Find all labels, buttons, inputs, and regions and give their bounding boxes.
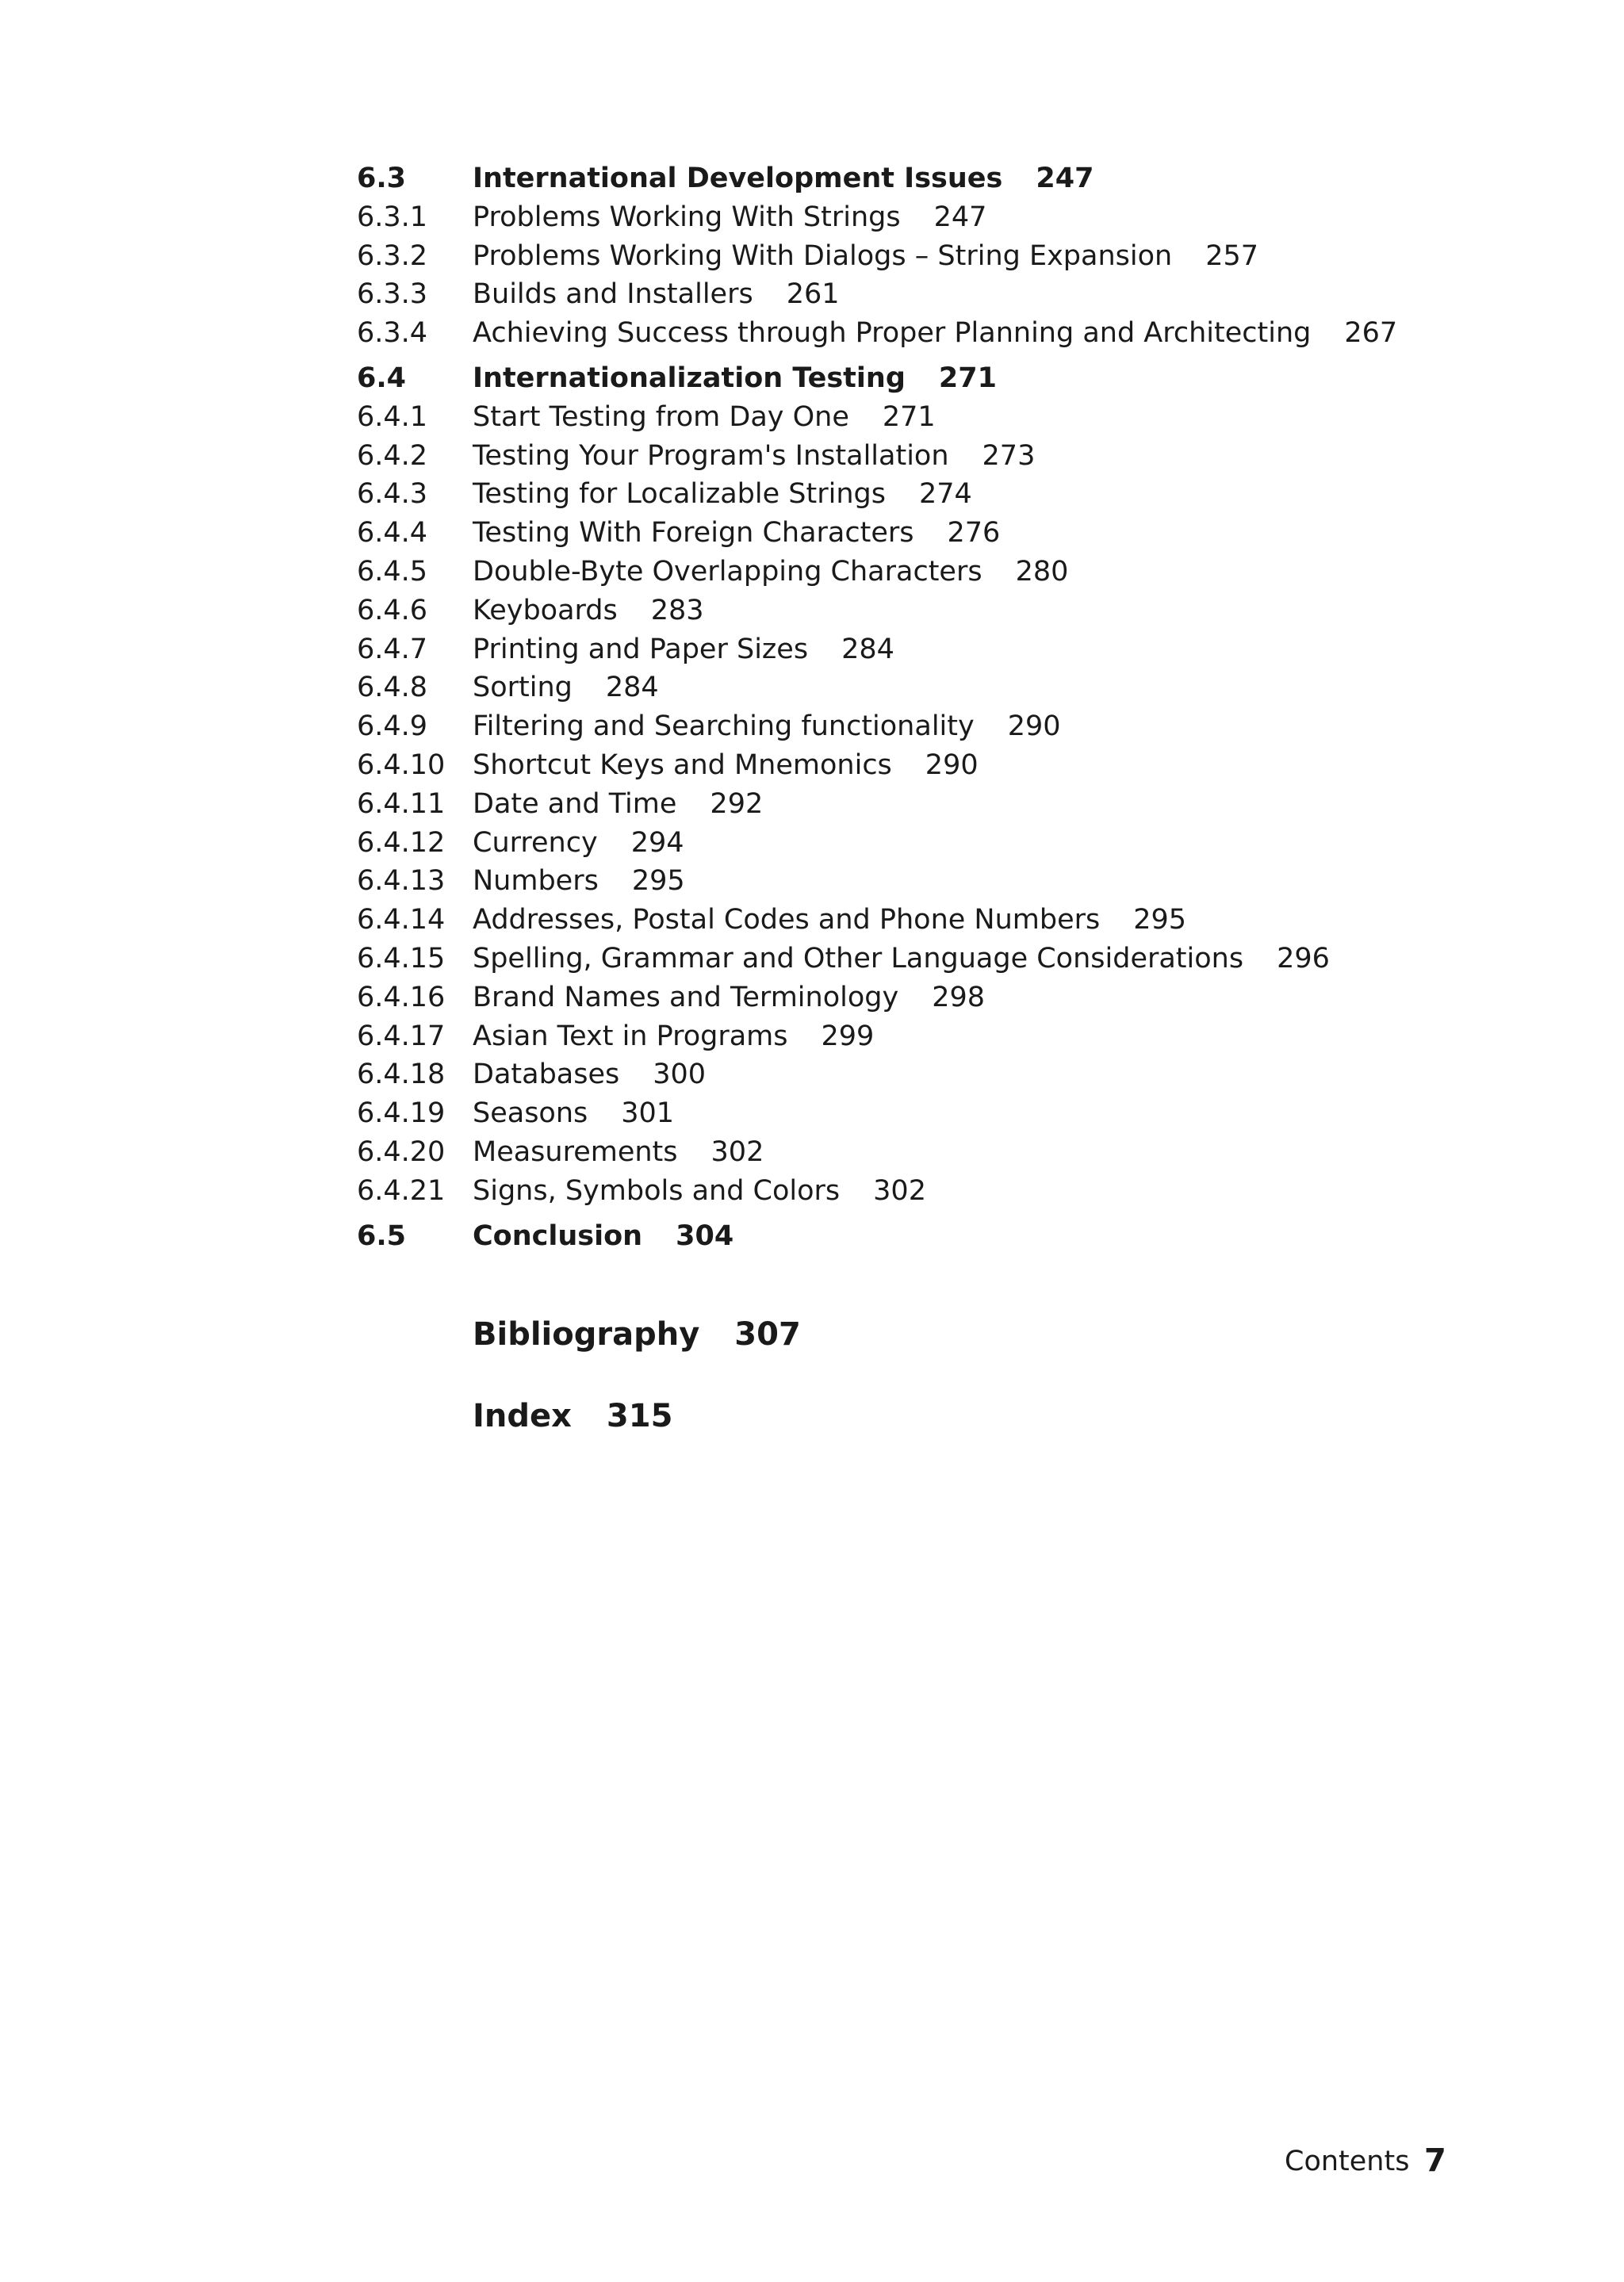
toc-entry-title: Problems Working With Strings (473, 201, 901, 233)
toc-entry-title: Testing Your Program's Installation (473, 439, 949, 472)
toc-entry-page: 302 (710, 1135, 764, 1168)
toc-entry-title: Double-Byte Overlapping Characters (473, 555, 982, 588)
toc-subsection-entry (357, 478, 1467, 517)
toc-entry-number: 6.4.17 (357, 1020, 446, 1052)
backmatter-title: Bibliography (473, 1316, 700, 1353)
toc-entry-page: 290 (925, 749, 979, 781)
toc-entry-title: Spelling, Grammar and Other Language Considerations (473, 942, 1244, 974)
toc-entry-page: 290 (1007, 710, 1061, 743)
toc-entry-page: 296 (1277, 942, 1330, 974)
toc-subsection-entry (357, 201, 1467, 240)
backmatter-page: 307 (734, 1316, 801, 1353)
toc-entry-number: 6.3.4 (357, 317, 428, 350)
toc-subsection-entry (357, 788, 1467, 827)
toc-entry-page: 299 (821, 1020, 875, 1052)
toc-subsection-entry (357, 1136, 1467, 1175)
toc-subsection-entry (357, 865, 1467, 904)
backmatter-entry (473, 1398, 672, 1434)
toc-entry-number: 6.4.19 (357, 1097, 446, 1130)
toc-subsection-entry (357, 710, 1467, 749)
toc-entry-page: 304 (676, 1219, 734, 1252)
toc-subsection-entry (357, 1175, 1467, 1214)
toc-subsection-entry (357, 943, 1467, 982)
toc-subsection-entry (357, 827, 1467, 866)
backmatter-entry (473, 1316, 801, 1353)
toc-entry-title: Testing for Localizable Strings (473, 478, 886, 511)
toc-entry-page: 295 (631, 865, 685, 898)
toc-entry-title: Filtering and Searching functionality (473, 710, 975, 743)
toc-subsection-entry (357, 749, 1467, 788)
toc-entry-page: 300 (653, 1059, 707, 1091)
toc-entry-page: 271 (882, 400, 936, 433)
toc-entry-number: 6.4.9 (357, 710, 428, 743)
toc-entry-title: Sorting (473, 672, 573, 704)
toc-entry-number: 6.4.21 (357, 1174, 446, 1207)
toc-entry-title: Start Testing from Day One (473, 400, 849, 433)
toc-entry-number: 6.3.1 (357, 201, 428, 233)
toc-entry-page: 283 (650, 594, 704, 626)
toc-section-entry (357, 1220, 1467, 1259)
toc-subsection-entry (357, 401, 1467, 440)
toc-entry-page: 280 (1015, 555, 1069, 588)
toc-entry-title: Internationalization Testing (473, 362, 906, 394)
toc-entry-title: Numbers (473, 865, 599, 898)
toc-subsection-entry (357, 556, 1467, 595)
toc-subsection-entry (357, 904, 1467, 943)
toc-entry-number: 6.4.20 (357, 1135, 446, 1168)
toc-subsection-entry (357, 982, 1467, 1020)
toc-entry-number: 6.3 (357, 163, 407, 194)
toc-subsection-entry (357, 517, 1467, 556)
toc-entry-title: Seasons (473, 1097, 588, 1130)
toc-subsection-entry (357, 1097, 1467, 1136)
toc-subsection-entry (357, 634, 1467, 672)
toc-entry-number: 6.4.14 (357, 904, 446, 936)
toc-entry-number: 6.4.6 (357, 594, 428, 626)
toc-entry-title: Keyboards (473, 594, 618, 626)
toc-entry-title: Shortcut Keys and Mnemonics (473, 749, 892, 781)
backmatter-title: Index (473, 1398, 572, 1434)
toc-entry-number: 6.4.5 (357, 555, 428, 588)
toc-subsection-entry (357, 317, 1467, 356)
toc-entry-number: 6.4.10 (357, 749, 446, 781)
toc-entry-number: 6.4.7 (357, 633, 428, 665)
toc-subsection-entry (357, 278, 1467, 317)
toc-subsection-entry (357, 440, 1467, 479)
toc-subsection-entry (357, 240, 1467, 279)
toc-entry-number: 6.4 (357, 362, 407, 394)
toc-entry-page: 257 (1205, 239, 1259, 272)
toc-entry-page: 271 (938, 362, 997, 394)
toc-subsection-entry (357, 1059, 1467, 1097)
footer-label: Contents (1285, 2146, 1410, 2177)
toc-entry-number: 6.4.4 (357, 517, 428, 549)
toc-entry-page: 273 (982, 439, 1036, 472)
toc-entry-page: 247 (1036, 163, 1094, 194)
toc-entry-page: 298 (932, 981, 985, 1013)
toc-entry-title: Addresses, Postal Codes and Phone Numbers (473, 904, 1101, 936)
toc-entry-number: 6.5 (357, 1219, 407, 1252)
toc-entry-title: Conclusion (473, 1219, 643, 1252)
toc-entry-page: 276 (947, 517, 1001, 549)
toc-entry-title: Brand Names and Terminology (473, 981, 899, 1013)
toc-entry-title: Testing With Foreign Characters (473, 517, 914, 549)
toc-entry-page: 247 (933, 201, 987, 233)
toc-entry-title: Measurements (473, 1135, 678, 1168)
toc-entry-title: Achieving Success through Proper Planning and Architecting (473, 317, 1312, 350)
toc-entry-page: 301 (621, 1097, 675, 1130)
toc-entry-title: Builds and Installers (473, 278, 753, 311)
page-footer (1269, 2141, 1459, 2188)
toc-entry-number: 6.4.18 (357, 1059, 446, 1091)
toc-subsection-entry (357, 595, 1467, 634)
toc-entry-number: 6.4.16 (357, 981, 446, 1013)
toc-entry-number: 6.4.2 (357, 439, 428, 472)
toc-entry-number: 6.4.3 (357, 478, 428, 511)
toc-section-entry (357, 163, 1467, 201)
toc-entry-page: 267 (1344, 317, 1398, 350)
toc-section-entry (357, 362, 1467, 401)
toc-entry-page: 284 (841, 633, 894, 665)
toc-entry-page: 274 (918, 478, 972, 511)
toc-entry-number: 6.4.13 (357, 865, 446, 898)
table-of-contents (357, 163, 1467, 1258)
toc-entry-page: 294 (630, 826, 684, 859)
toc-entry-number: 6.4.12 (357, 826, 446, 859)
toc-entry-number: 6.3.2 (357, 239, 428, 272)
toc-entry-title: Date and Time (473, 787, 677, 820)
toc-entry-number: 6.4.1 (357, 400, 428, 433)
backmatter-page: 315 (606, 1398, 673, 1434)
toc-entry-number: 6.4.8 (357, 672, 428, 704)
toc-entry-number: 6.4.11 (357, 787, 446, 820)
toc-entry-title: International Development Issues (473, 163, 1003, 194)
toc-entry-title: Databases (473, 1059, 620, 1091)
toc-entry-title: Problems Working With Dialogs – String Expansion (473, 239, 1173, 272)
toc-entry-page: 284 (605, 672, 659, 704)
toc-entry-page: 295 (1133, 904, 1187, 936)
toc-entry-page: 302 (873, 1174, 926, 1207)
toc-entry-title: Signs, Symbols and Colors (473, 1174, 841, 1207)
toc-entry-title: Printing and Paper Sizes (473, 633, 809, 665)
toc-entry-page: 292 (710, 787, 764, 820)
toc-entry-title: Asian Text in Programs (473, 1020, 788, 1052)
toc-entry-number: 6.3.3 (357, 278, 428, 311)
page-number: 7 (1424, 2142, 1446, 2179)
toc-entry-page: 261 (786, 278, 840, 311)
toc-subsection-entry (357, 1020, 1467, 1059)
toc-subsection-entry (357, 672, 1467, 710)
toc-entry-title: Currency (473, 826, 598, 859)
toc-entry-number: 6.4.15 (357, 942, 446, 974)
